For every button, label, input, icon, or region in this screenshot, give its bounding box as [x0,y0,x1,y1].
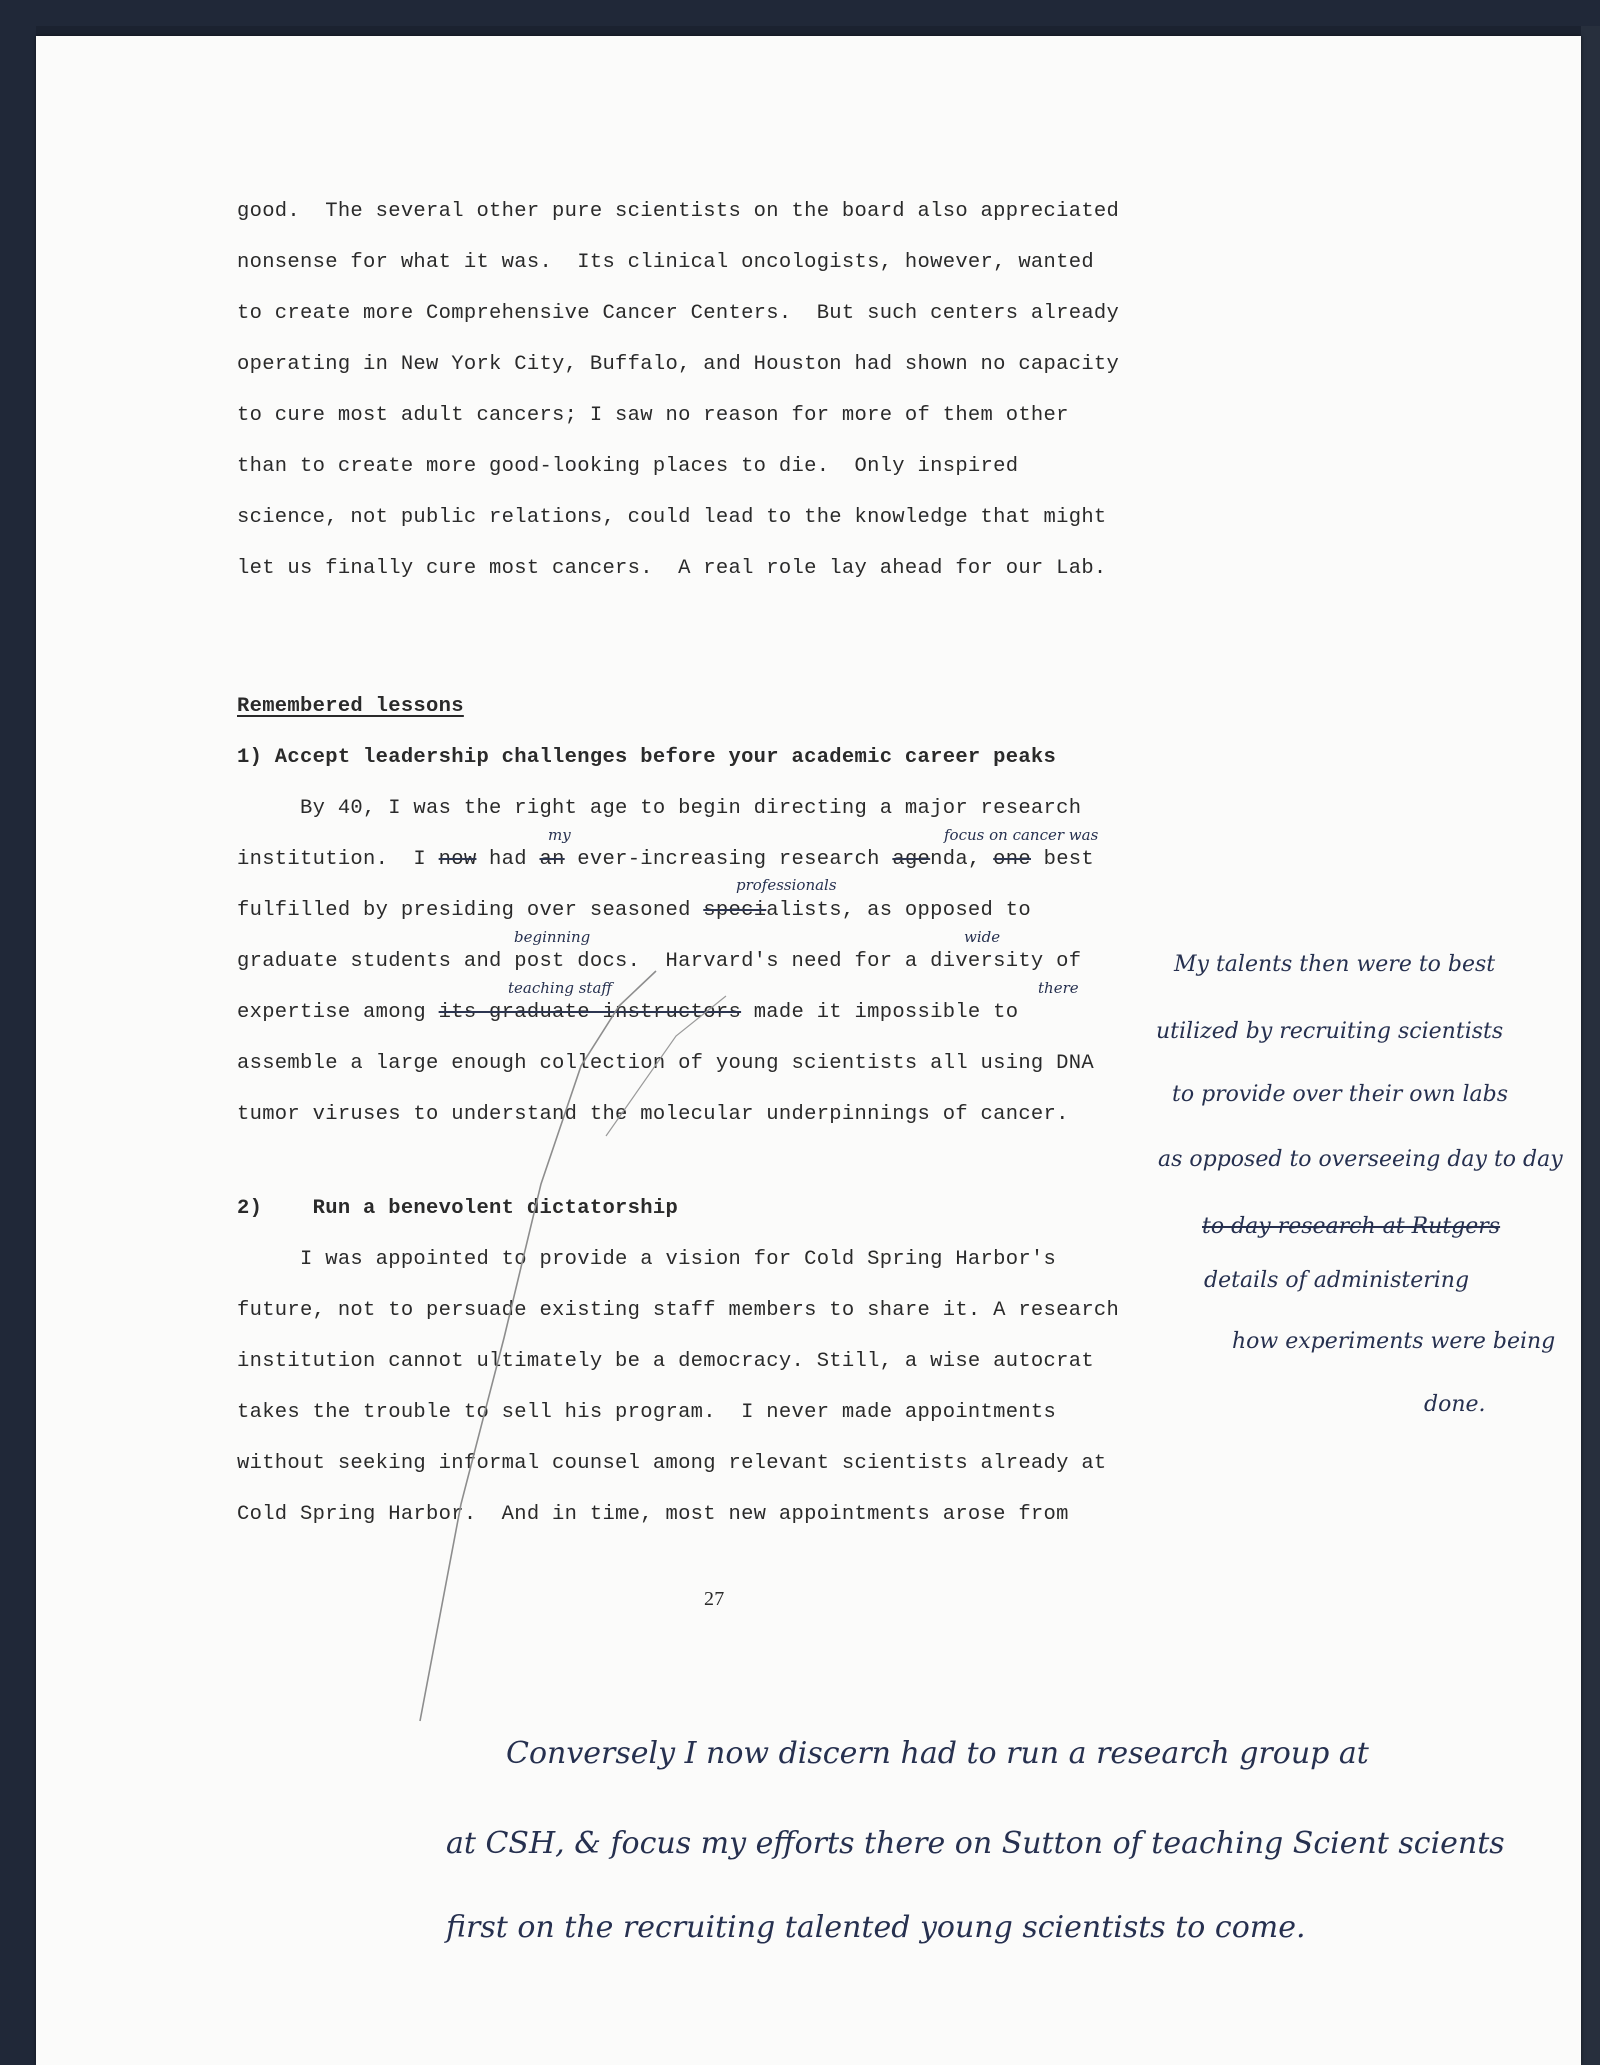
lesson1-line: institution. I now had an ever-increasing research agenda, one best [237,848,1094,871]
manuscript-page [36,36,1581,2065]
page-number: 27 [704,1588,725,1610]
struck-text: age [892,848,931,871]
paragraph-line: operating in New York City, Buffalo, and Houston had shown no capacity [237,353,1120,376]
margin-note-line: My talents then were to best [1174,952,1496,977]
section-title: Remembered lessons [237,695,464,718]
handwritten-insert: my [548,826,571,844]
scan-background-right [1581,26,1600,2065]
handwritten-insert: teaching staff [508,979,613,997]
lesson2-line: takes the trouble to sell his program. I never made appointments [237,1401,1057,1424]
handwritten-insert: wide [964,928,1001,946]
paragraph-line: good. The several other pure scientists on the board also appreciated [237,200,1120,223]
paragraph-line: to create more Comprehensive Cancer Centers. But such centers already [237,302,1120,325]
struck-text: an [539,848,565,871]
lesson1-line: fulfilled by presiding over seasoned specialists, as opposed to [237,899,1031,922]
paragraph-line: than to create more good-looking places to die. Only inspired [237,455,1019,478]
struck-text: its graduate instructors [438,1001,742,1024]
struck-text: speci [703,899,767,922]
lesson1-line: assemble a large enough collection of young scientists all using DNA [237,1052,1094,1075]
bottom-note-line: at CSH, & focus my efforts there on Sutton of teaching Scient scients [446,1826,1505,1861]
pencil-strokes [36,36,1581,2065]
margin-note-line: done. [1424,1392,1486,1417]
margin-note-line: utilized by recruiting scientists [1156,1019,1504,1044]
margin-note-line: to provide over their own labs [1172,1082,1509,1107]
paragraph-line: science, not public relations, could lead to the knowledge that might [237,506,1107,529]
lesson2-line: I was appointed to provide a vision for Cold Spring Harbor's [237,1248,1057,1271]
scan-background-top [0,0,1600,26]
handwritten-insert: focus on cancer was [944,826,1099,844]
lesson2-line: Cold Spring Harbor. And in time, most new appointments arose from [237,1503,1069,1526]
margin-note-line: to day research at Rutgers [1202,1214,1501,1239]
margin-note-line: as opposed to overseeing day to day [1158,1147,1563,1172]
struck-text: one [993,848,1031,871]
paragraph-line: nonsense for what it was. Its clinical oncologists, however, wanted [237,251,1094,274]
lesson2-line: institution cannot ultimately be a democracy. Still, a wise autocrat [237,1350,1094,1373]
bottom-note-line: first on the recruiting talented young scientists to come. [446,1910,1306,1945]
bottom-note-line: Conversely I now discern had to run a research group at [506,1736,1369,1771]
pencil-stroke [606,996,726,1136]
handwritten-insert: beginning [514,928,591,946]
lesson2-line: future, not to persuade existing staff members to share it. A research [237,1299,1120,1322]
handwritten-insert: there [1038,979,1079,997]
lesson1-title: 1) Accept leadership challenges before your academic career peaks [237,746,1057,769]
struck-text: now [438,848,477,871]
lesson1-line: tumor viruses to understand the molecular underpinnings of cancer. [237,1103,1069,1126]
margin-note-line: how experiments were being [1232,1329,1556,1354]
lesson1-line: expertise among its graduate instructors made it impossible to [237,1001,1019,1024]
scan-background-left [0,0,36,2065]
pencil-stroke [420,971,656,1721]
lesson2-title: 2) Run a benevolent dictatorship [237,1197,679,1220]
paragraph-line: let us finally cure most cancers. A real role lay ahead for our Lab. [237,557,1107,580]
paragraph-line: to cure most adult cancers; I saw no reason for more of them other [237,404,1069,427]
lesson1-line: graduate students and post docs. Harvard's need for a diversity of [237,950,1082,973]
handwritten-insert: professionals [736,876,837,894]
margin-note-line: details of administering [1204,1268,1470,1293]
lesson1-line: By 40, I was the right age to begin directing a major research [237,797,1082,820]
lesson2-line: without seeking informal counsel among relevant scientists already at [237,1452,1107,1475]
